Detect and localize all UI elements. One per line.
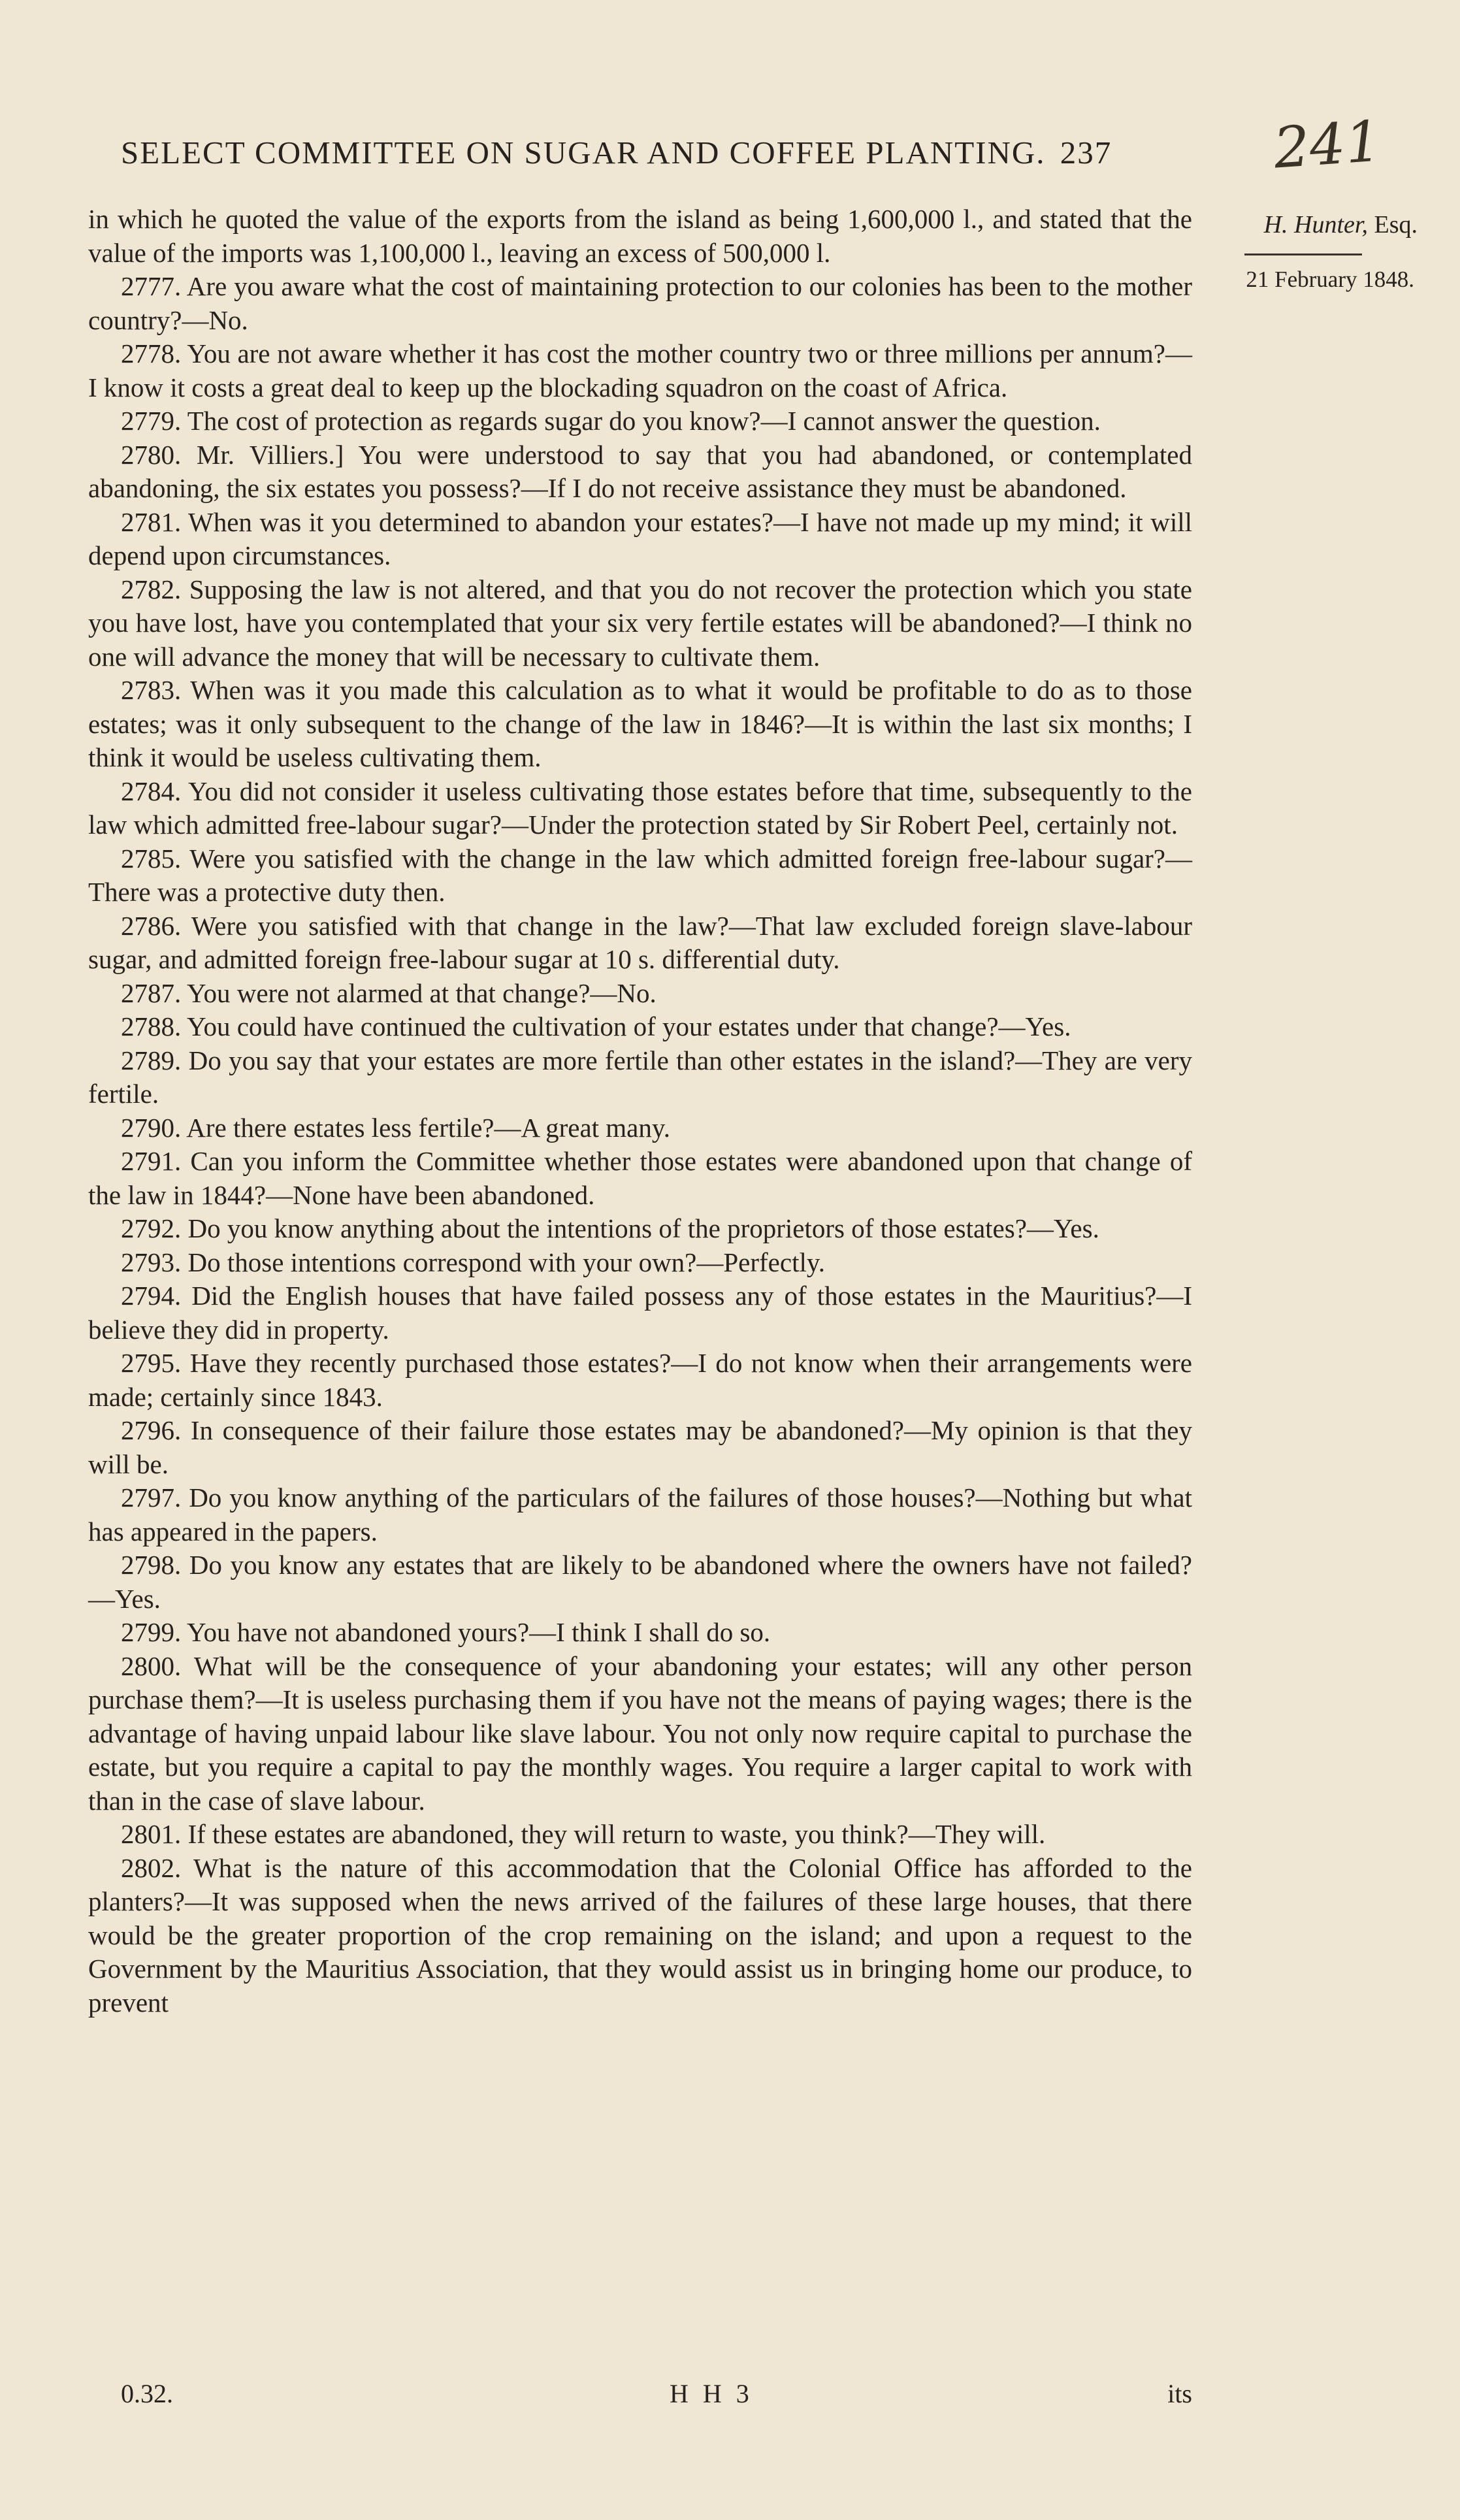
margin-witness-name [1218, 210, 1418, 239]
paragraph: 2797. Do you know anything of the particulars of the failures of those houses?—Nothing but what has appeared in the papers. [88, 1482, 1192, 1546]
paragraph: 2782. Supposing the law is not altered, and that you do not recover the protection which you state you have lost, have you contemplated that your six very fertile estates will be abandoned?—I think no one will advance the money that will be necessary to cultivate them. [88, 574, 1192, 672]
paragraph: 2780. Mr. Villiers.] You were understood to say that you had abandoned, or contemplated abandoning, the six estates you possess?—If I do not receive assistance they must be abandoned. [88, 439, 1192, 503]
paragraph: 2800. What will be the consequence of your abandoning your estates; will any other person purchase them?—It is useless purchasing them if you have not the means of paying wages; there is the advantage of having unpaid labour like slave labour. You not only now require capital to purchase the estate, but you require a capital to pay the monthly wages. You require a larger capital to work with than in the case of slave labour. [88, 1650, 1192, 1816]
margin-date: 21 February 1848. [1246, 267, 1414, 292]
paragraph: 2790. Are there estates less fertile?—A great many. [121, 1112, 670, 1143]
paragraph: 2791. Can you inform the Committee whether those estates were abandoned upon that change of the law in 1844?—None have been abandoned. [88, 1146, 1192, 1210]
body-text [88, 203, 1192, 2020]
witness-suffix: Esq. [1374, 211, 1418, 238]
paragraph: 2796. In consequence of their failure those estates may be abandoned?—My opinion is that they will be. [88, 1415, 1192, 1479]
paragraph: 2783. When was it you made this calculation as to what it would be profitable to do as to those estates; was it only subsequent to the change of the law in 1846?—It is within the last six months; I think it would be useless cultivating them. [88, 675, 1192, 772]
running-header [121, 134, 1192, 171]
paragraph: 2802. What is the nature of this accommodation that the Colonial Office has afforded to the planters?—It was supposed when the news arrived of the failures of these large houses, that there would be the greater proportion of the crop remaining on the island; and upon a request to the Government by the Mauritius Association, that they would assist us in bringing home our produce, to prevent [88, 1852, 1192, 2018]
running-title: SELECT COMMITTEE ON SUGAR AND COFFEE PLANTING. [121, 135, 1046, 171]
paragraph: 2787. You were not alarmed at that change?—No. [121, 977, 657, 1008]
page-number: 237 [1060, 135, 1112, 171]
paragraph: in which he quoted the value of the exports from the island as being 1,600,000 l., and stated that the value of the imports was 1,100,000 l., leaving an excess of 500,000 l. [88, 204, 1192, 268]
paragraph: 2789. Do you say that your estates are more fertile than other estates in the island?—They are very fertile. [88, 1045, 1192, 1109]
paragraph: 2788. You could have continued the cultivation of your estates under that change?—Yes. [121, 1011, 1071, 1041]
footer-catchword: its [1167, 2379, 1192, 2408]
handwritten-folio-number: 241 [1271, 108, 1384, 182]
paragraph: 2799. You have not abandoned yours?—I think I shall do so. [121, 1617, 771, 1647]
paragraph: 2781. When was it you determined to abandon your estates?—I have not made up my mind; it will depend upon circumstances. [88, 506, 1192, 570]
paragraph: 2786. Were you satisfied with that change in the law?—That law excluded foreign slave-labour sugar, and admitted foreign free-labour sugar at 10 s. differential duty. [88, 910, 1192, 974]
paragraph: 2793. Do those intentions correspond with your own?—Perfectly. [121, 1247, 825, 1277]
paragraph: 2777. Are you aware what the cost of maintaining protection to our colonies has been to the mother country?—No. [88, 271, 1192, 335]
paragraph: 2778. You are not aware whether it has cost the mother country two or three millions per annum?—I know it costs a great deal to keep up the blockading squadron on the coast of Africa. [88, 338, 1192, 402]
paragraph: 2792. Do you know anything about the intentions of the proprietors of those estates?—Yes. [121, 1213, 1099, 1243]
paragraph: 2798. Do you know any estates that are likely to be abandoned where the owners have not failed?—Yes. [88, 1550, 1192, 1614]
paragraph: 2779. The cost of protection as regards sugar do you know?—I cannot answer the question. [121, 406, 1101, 436]
paragraph: 2784. You did not consider it useless cultivating those estates before that time, subsequently to the law which admitted free-labour sugar?—Under the protection stated by Sir Robert Peel, certainly not. [88, 776, 1192, 840]
page-footer [121, 2378, 1192, 2417]
paragraph: 2795. Have they recently purchased those estates?—I do not know when their arrangements were made; certainly since 1843. [88, 1348, 1192, 1412]
paragraph: 2794. Did the English houses that have failed possess any of those estates in the Mauritius?—I believe they did in property. [88, 1281, 1192, 1345]
paragraph: 2801. If these estates are abandoned, they will return to waste, you think?—They will. [121, 1819, 1046, 1849]
paragraph: 2785. Were you satisfied with the change in the law which admitted foreign free-labour sugar?—There was a protective duty then. [88, 843, 1192, 907]
margin-rule [1244, 254, 1362, 255]
witness-name: H. Hunter, [1263, 211, 1368, 238]
footer-signature-mark: H H 3 [670, 2379, 753, 2408]
footer-sheet-number: 0.32. [121, 2379, 173, 2408]
